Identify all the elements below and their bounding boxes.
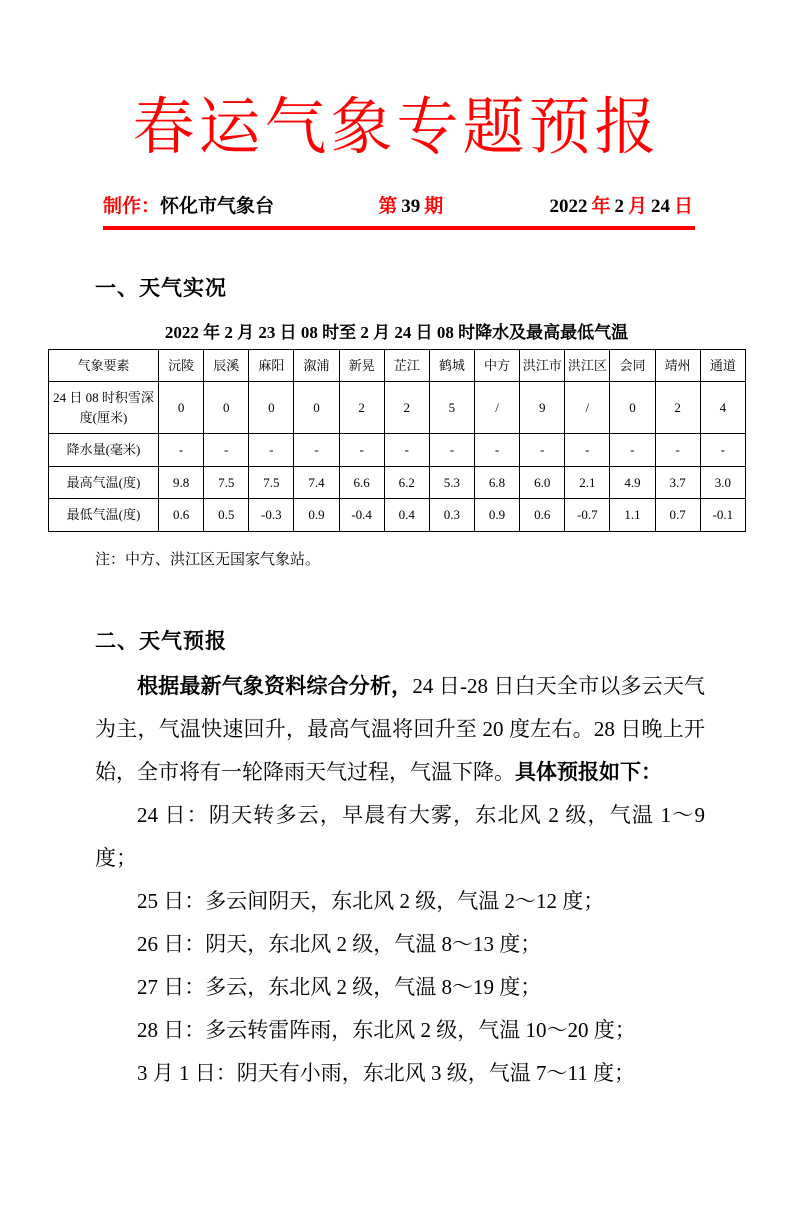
- table-row: [49, 466, 746, 499]
- date-day: 24: [650, 195, 670, 217]
- producer-value: 怀化市气象台: [160, 195, 275, 217]
- table-cell: 0: [294, 382, 339, 434]
- column-header-station: 靖州: [655, 349, 700, 382]
- table-cell: 9: [520, 382, 565, 434]
- row-label: 最低气温(度): [49, 499, 159, 532]
- forecast-body: [95, 665, 705, 1095]
- row-label: 最高气温(度): [49, 466, 159, 499]
- forecast-line: 26 日：阴天，东北风 2 级，气温 8～13 度；: [137, 931, 542, 956]
- table-cell: 0.6: [520, 499, 565, 532]
- table-cell: 6.6: [339, 466, 384, 499]
- table-cell: -: [700, 434, 745, 467]
- table-cell: 1.1: [610, 499, 655, 532]
- table-cell: -: [429, 434, 474, 467]
- table-cell: 7.4: [294, 466, 339, 499]
- header-meta: [103, 191, 695, 218]
- document-page: [0, 88, 793, 1210]
- issue-date-field: [547, 191, 695, 218]
- date-year: 2022: [549, 195, 588, 217]
- table-cell: 0.5: [204, 499, 249, 532]
- table-row: [49, 382, 746, 434]
- table-cell: -: [565, 434, 610, 467]
- table-row: [49, 434, 746, 467]
- column-header-station: 洪江市: [520, 349, 565, 382]
- table-cell: -0.7: [565, 499, 610, 532]
- column-header-station: 中方: [474, 349, 519, 382]
- weather-table-title: 2022 年 2 月 23 日 08 时至 2 月 24 日 08 时降水及最高最低气温: [164, 322, 629, 342]
- column-header-station: 洪江区: [565, 349, 610, 382]
- table-cell: 0: [249, 382, 294, 434]
- date-day-unit: 日: [673, 195, 693, 217]
- column-header-station: 溆浦: [294, 349, 339, 382]
- date-month-unit: 月: [627, 195, 647, 217]
- weather-observation-table: [48, 349, 746, 532]
- producer-field: [103, 191, 274, 218]
- issue-suffix: 期: [424, 195, 444, 217]
- table-cell: 5: [429, 382, 474, 434]
- table-cell: 5.3: [429, 466, 474, 499]
- table-cell: -: [159, 434, 204, 467]
- table-cell: -: [520, 434, 565, 467]
- header-divider: [103, 226, 695, 230]
- table-cell: /: [565, 382, 610, 434]
- date-month: 2: [614, 195, 624, 217]
- table-cell: 0.9: [474, 499, 519, 532]
- column-header-station: 通道: [700, 349, 745, 382]
- table-cell: -: [249, 434, 294, 467]
- table-cell: -0.1: [700, 499, 745, 532]
- table-note: 注：中方、洪江区无国家气象站。: [95, 551, 321, 568]
- column-header-station: 新晃: [339, 349, 384, 382]
- table-cell: 3.7: [655, 466, 700, 499]
- table-cell: 0.3: [429, 499, 474, 532]
- forecast-line: 24 日：阴天转多云，早晨有大雾，东北风 2 级，气温 1～9 度；: [95, 802, 705, 870]
- table-cell: 6.2: [384, 466, 429, 499]
- forecast-line: 25 日：多云间阴天，东北风 2 级，气温 2～12 度；: [137, 888, 605, 913]
- intro-tail: 具体预报如下：: [515, 759, 662, 784]
- date-year-unit: 年: [591, 195, 611, 217]
- table-cell: -: [384, 434, 429, 467]
- table-cell: 7.5: [204, 466, 249, 499]
- intro-lead: 根据最新气象资料综合分析，: [137, 673, 413, 698]
- section1-heading: 一、天气实况: [95, 275, 227, 300]
- table-cell: 4: [700, 382, 745, 434]
- table-cell: 6.0: [520, 466, 565, 499]
- table-cell: -: [655, 434, 700, 467]
- column-header-station: 麻阳: [249, 349, 294, 382]
- column-header-station: 芷江: [384, 349, 429, 382]
- table-cell: 2: [339, 382, 384, 434]
- document-title: 春运气象专题预报: [132, 94, 661, 162]
- row-label: 24 日 08 时积雪深度(厘米): [49, 382, 159, 434]
- table-cell: 0.7: [655, 499, 700, 532]
- table-cell: -: [610, 434, 655, 467]
- table-cell: 0.6: [159, 499, 204, 532]
- table-cell: /: [474, 382, 519, 434]
- table-row: [49, 499, 746, 532]
- table-header-row: [49, 349, 746, 382]
- forecast-line: 3 月 1 日：阴天有小雨，东北风 3 级，气温 7～11 度；: [137, 1060, 635, 1085]
- forecast-line: 27 日：多云，东北风 2 级，气温 8～19 度；: [137, 974, 542, 999]
- table-cell: -: [474, 434, 519, 467]
- table-cell: -: [339, 434, 384, 467]
- table-cell: -: [294, 434, 339, 467]
- intro-body: 24 日-28 日白天全市以多云天气为主，气温快速回升，最高气温将回升至 20 度左右。28 日晚上开始，全市将有一轮降雨天气过程，气温下降。: [95, 673, 705, 784]
- forecast-intro-paragraph: [95, 665, 705, 794]
- table-cell: 9.8: [159, 466, 204, 499]
- table-cell: 0.9: [294, 499, 339, 532]
- table-cell: 0: [204, 382, 249, 434]
- column-header-station: 沅陵: [159, 349, 204, 382]
- daily-forecast-list: [95, 794, 705, 1095]
- table-cell: 3.0: [700, 466, 745, 499]
- table-cell: 7.5: [249, 466, 294, 499]
- table-cell: -: [204, 434, 249, 467]
- column-header-station: 辰溪: [204, 349, 249, 382]
- table-cell: 0: [610, 382, 655, 434]
- table-cell: -0.3: [249, 499, 294, 532]
- table-cell: 6.8: [474, 466, 519, 499]
- issue-prefix: 第: [378, 195, 398, 217]
- column-header-element: 气象要素: [49, 349, 159, 382]
- column-header-station: 鹤城: [429, 349, 474, 382]
- table-cell: 2: [384, 382, 429, 434]
- table-cell: 4.9: [610, 466, 655, 499]
- table-cell: 2.1: [565, 466, 610, 499]
- column-header-station: 会同: [610, 349, 655, 382]
- table-cell: 0: [159, 382, 204, 434]
- table-cell: 2: [655, 382, 700, 434]
- forecast-line: 28 日：多云转雷阵雨，东北风 2 级，气温 10～20 度；: [137, 1017, 636, 1042]
- producer-label: 制作：: [103, 195, 161, 217]
- row-label: 降水量(毫米): [49, 434, 159, 467]
- table-cell: 0.4: [384, 499, 429, 532]
- section2-heading: 二、天气预报: [95, 628, 227, 653]
- issue-number-field: [376, 191, 445, 218]
- table-cell: -0.4: [339, 499, 384, 532]
- issue-number: 39: [401, 195, 421, 217]
